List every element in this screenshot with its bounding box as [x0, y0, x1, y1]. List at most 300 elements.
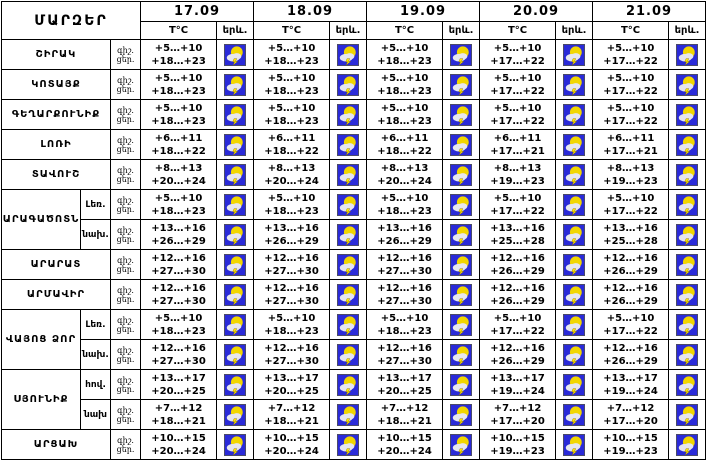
- sun-cloud-thunder-icon: [337, 224, 359, 246]
- temperature-cell: [254, 220, 330, 250]
- day-temp: +26…+29: [264, 235, 319, 247]
- day-temp: +18…+23: [264, 55, 319, 67]
- temperature-cell: [480, 400, 556, 430]
- weather-icon-cell: [443, 190, 480, 220]
- day-temp: +27…+30: [377, 355, 432, 367]
- night-temp: +13…+16: [603, 222, 658, 234]
- night-temp: +13…+16: [490, 222, 545, 234]
- table-row: [2, 130, 706, 160]
- day-temp: +17…+20: [490, 415, 545, 427]
- weather-icon-cell: [443, 160, 480, 190]
- sun-cloud-thunder-icon: [450, 284, 472, 306]
- sun-cloud-thunder-icon: [337, 164, 359, 186]
- day-temp: +17…+22: [603, 55, 658, 67]
- weather-icon-cell: [669, 310, 706, 340]
- sun-cloud-thunder-icon: [337, 44, 359, 66]
- temperature-cell: [480, 40, 556, 70]
- temperature-cell: [480, 130, 556, 160]
- weather-icon-cell: [217, 40, 254, 70]
- day-temp: +20…+24: [377, 445, 432, 457]
- weather-icon-cell: [669, 340, 706, 370]
- day-temp: +19…+24: [490, 385, 545, 397]
- table-row: [2, 70, 706, 100]
- night-label: գիշ.: [117, 315, 134, 325]
- temp-col-header: T°C: [141, 22, 217, 40]
- night-temp: +8…+13: [154, 162, 203, 174]
- temperature-cell: [593, 70, 669, 100]
- night-temp: +12…+16: [377, 342, 432, 354]
- time-of-day-label: [111, 250, 141, 280]
- sun-cloud-thunder-icon: [337, 194, 359, 216]
- night-label: գիշ.: [117, 285, 134, 295]
- weather-icon-cell: [217, 220, 254, 250]
- day-temp: +20…+25: [264, 385, 319, 397]
- weather-icon-cell: [443, 100, 480, 130]
- temperature-cell: [593, 130, 669, 160]
- weather-icon-cell: [556, 100, 593, 130]
- weather-icon-cell: [669, 40, 706, 70]
- night-temp: +13…+17: [377, 372, 432, 384]
- sun-cloud-thunder-icon: [450, 374, 472, 396]
- night-temp: +5…+10: [493, 192, 542, 204]
- weather-icon-cell: [217, 160, 254, 190]
- region-name: ԿՈՏԱՅՔ: [2, 70, 111, 100]
- sun-cloud-thunder-icon: [676, 164, 698, 186]
- weather-icon-cell: [330, 190, 367, 220]
- day-temp: +18…+23: [264, 85, 319, 97]
- sun-cloud-thunder-icon: [563, 434, 585, 456]
- sun-cloud-thunder-icon: [563, 134, 585, 156]
- sun-cloud-thunder-icon: [676, 344, 698, 366]
- sun-cloud-thunder-icon: [224, 404, 246, 426]
- day-temp: +18…+23: [377, 85, 432, 97]
- sun-cloud-thunder-icon: [676, 314, 698, 336]
- night-label: գիշ.: [117, 375, 134, 385]
- table-row: [2, 100, 706, 130]
- night-temp: +12…+16: [603, 252, 658, 264]
- night-temp: +7…+12: [154, 402, 203, 414]
- night-temp: +5…+10: [606, 42, 655, 54]
- day-label: ցեր.: [116, 444, 135, 454]
- weather-icon-cell: [330, 160, 367, 190]
- temperature-cell: [141, 40, 217, 70]
- region-name: ՇԻՐԱԿ: [2, 40, 111, 70]
- sun-cloud-thunder-icon: [450, 164, 472, 186]
- region-name: ԼՈՌԻ: [2, 130, 111, 160]
- day-temp: +17…+22: [490, 85, 545, 97]
- night-temp: +5…+10: [267, 42, 316, 54]
- night-label: գիշ.: [117, 345, 134, 355]
- night-temp: +13…+16: [264, 222, 319, 234]
- date-header: 20.09: [480, 2, 593, 22]
- temperature-cell: [141, 160, 217, 190]
- night-temp: +10…+15: [264, 432, 319, 444]
- night-label: գիշ.: [117, 255, 134, 265]
- subregion-label: հով.: [81, 370, 111, 400]
- day-temp: +17…+22: [603, 85, 658, 97]
- sun-cloud-thunder-icon: [676, 74, 698, 96]
- weather-icon-cell: [443, 340, 480, 370]
- weather-icon-cell: [330, 250, 367, 280]
- night-temp: +8…+13: [606, 162, 655, 174]
- temp-col-header: T°C: [593, 22, 669, 40]
- cond-col-header: երև.: [443, 22, 480, 40]
- weather-icon-cell: [669, 220, 706, 250]
- subregion-label: նախ.: [81, 220, 111, 250]
- night-label: գիշ.: [117, 75, 134, 85]
- day-temp: +20…+25: [151, 385, 206, 397]
- sun-cloud-thunder-icon: [224, 224, 246, 246]
- sun-cloud-thunder-icon: [563, 224, 585, 246]
- night-temp: +13…+16: [377, 222, 432, 234]
- region-name: ԱՐԱՐԱՏ: [2, 250, 111, 280]
- weather-icon-cell: [556, 130, 593, 160]
- weather-icon-cell: [330, 40, 367, 70]
- weather-icon-cell: [443, 40, 480, 70]
- day-temp: +17…+22: [490, 55, 545, 67]
- sun-cloud-thunder-icon: [676, 224, 698, 246]
- temperature-cell: [367, 430, 443, 460]
- night-temp: +7…+12: [493, 402, 542, 414]
- weather-icon-cell: [217, 430, 254, 460]
- weather-icon-cell: [669, 430, 706, 460]
- day-temp: +18…+21: [377, 415, 432, 427]
- night-temp: +12…+16: [377, 282, 432, 294]
- day-temp: +19…+23: [603, 175, 658, 187]
- day-temp: +27…+30: [377, 265, 432, 277]
- night-temp: +5…+10: [154, 102, 203, 114]
- weather-icon-cell: [330, 340, 367, 370]
- night-temp: +5…+10: [380, 102, 429, 114]
- temperature-cell: [480, 430, 556, 460]
- sun-cloud-thunder-icon: [224, 374, 246, 396]
- temperature-cell: [141, 100, 217, 130]
- sun-cloud-thunder-icon: [676, 404, 698, 426]
- subregion-label: Լեռ.: [81, 190, 111, 220]
- sun-cloud-thunder-icon: [450, 224, 472, 246]
- night-temp: +5…+10: [267, 102, 316, 114]
- time-of-day-label: [111, 40, 141, 70]
- day-temp: +18…+23: [151, 85, 206, 97]
- night-temp: +5…+10: [493, 42, 542, 54]
- day-temp: +18…+23: [264, 115, 319, 127]
- day-temp: +27…+30: [151, 265, 206, 277]
- night-temp: +10…+15: [490, 432, 545, 444]
- temperature-cell: [367, 340, 443, 370]
- day-temp: +26…+29: [603, 265, 658, 277]
- sun-cloud-thunder-icon: [676, 254, 698, 276]
- night-temp: +5…+10: [154, 192, 203, 204]
- temperature-cell: [141, 190, 217, 220]
- night-temp: +13…+17: [264, 372, 319, 384]
- day-temp: +18…+22: [377, 145, 432, 157]
- night-temp: +6…+11: [154, 132, 203, 144]
- sun-cloud-thunder-icon: [224, 314, 246, 336]
- night-temp: +12…+16: [603, 342, 658, 354]
- day-temp: +26…+29: [603, 355, 658, 367]
- table-row: [2, 190, 706, 220]
- weather-icon-cell: [556, 190, 593, 220]
- day-temp: +19…+23: [603, 445, 658, 457]
- night-temp: +10…+15: [603, 432, 658, 444]
- day-label: ցեր.: [116, 384, 135, 394]
- day-label: ցեր.: [116, 294, 135, 304]
- night-temp: +5…+10: [154, 312, 203, 324]
- temperature-cell: [480, 70, 556, 100]
- night-temp: +12…+16: [264, 342, 319, 354]
- weather-icon-cell: [443, 370, 480, 400]
- temperature-cell: [593, 310, 669, 340]
- sun-cloud-thunder-icon: [563, 314, 585, 336]
- sun-cloud-thunder-icon: [676, 44, 698, 66]
- date-header: 18.09: [254, 2, 367, 22]
- temperature-cell: [141, 340, 217, 370]
- night-temp: +13…+17: [151, 372, 206, 384]
- day-temp: +20…+24: [264, 175, 319, 187]
- temperature-cell: [141, 250, 217, 280]
- day-temp: +26…+29: [490, 265, 545, 277]
- day-temp: +26…+29: [377, 235, 432, 247]
- weather-icon-cell: [669, 70, 706, 100]
- time-of-day-label: [111, 160, 141, 190]
- time-of-day-label: [111, 220, 141, 250]
- sun-cloud-thunder-icon: [337, 104, 359, 126]
- temperature-cell: [593, 340, 669, 370]
- sun-cloud-thunder-icon: [337, 284, 359, 306]
- night-label: գիշ.: [117, 225, 134, 235]
- temperature-cell: [367, 370, 443, 400]
- night-temp: +5…+10: [267, 192, 316, 204]
- temperature-cell: [367, 220, 443, 250]
- temperature-cell: [141, 130, 217, 160]
- sun-cloud-thunder-icon: [224, 164, 246, 186]
- temperature-cell: [254, 130, 330, 160]
- day-temp: +17…+21: [490, 145, 545, 157]
- day-temp: +18…+23: [151, 325, 206, 337]
- day-temp: +18…+23: [377, 55, 432, 67]
- day-label: ցեր.: [116, 174, 135, 184]
- day-temp: +25…+28: [490, 235, 545, 247]
- temp-col-header: T°C: [367, 22, 443, 40]
- weather-icon-cell: [556, 400, 593, 430]
- temperature-cell: [141, 370, 217, 400]
- weather-icon-cell: [556, 40, 593, 70]
- weather-icon-cell: [669, 160, 706, 190]
- time-of-day-label: [111, 190, 141, 220]
- night-temp: +5…+10: [493, 72, 542, 84]
- weather-icon-cell: [330, 130, 367, 160]
- weather-icon-cell: [669, 400, 706, 430]
- night-label: գիշ.: [117, 165, 134, 175]
- day-temp: +20…+24: [151, 175, 206, 187]
- day-temp: +27…+30: [264, 265, 319, 277]
- night-temp: +8…+13: [267, 162, 316, 174]
- header-dates-row: [2, 2, 706, 22]
- weather-icon-cell: [443, 280, 480, 310]
- temperature-cell: [367, 400, 443, 430]
- day-temp: +18…+23: [151, 55, 206, 67]
- weather-icon-cell: [556, 370, 593, 400]
- day-label: ցեր.: [116, 84, 135, 94]
- temperature-cell: [367, 250, 443, 280]
- day-temp: +26…+29: [490, 355, 545, 367]
- sun-cloud-thunder-icon: [676, 434, 698, 456]
- sun-cloud-thunder-icon: [450, 134, 472, 156]
- night-temp: +5…+10: [154, 42, 203, 54]
- weather-icon-cell: [330, 100, 367, 130]
- weather-icon-cell: [330, 310, 367, 340]
- table-row: [2, 340, 706, 370]
- weather-icon-cell: [217, 100, 254, 130]
- weather-icon-cell: [443, 310, 480, 340]
- weather-icon-cell: [443, 130, 480, 160]
- day-temp: +26…+29: [490, 295, 545, 307]
- sun-cloud-thunder-icon: [563, 404, 585, 426]
- night-label: գիշ.: [117, 405, 134, 415]
- day-temp: +18…+21: [151, 415, 206, 427]
- sun-cloud-thunder-icon: [676, 104, 698, 126]
- table-row: [2, 370, 706, 400]
- night-label: գիշ.: [117, 45, 134, 55]
- temperature-cell: [367, 100, 443, 130]
- temperature-cell: [593, 370, 669, 400]
- region-name: ՏԱՎՈՒՇ: [2, 160, 111, 190]
- sun-cloud-thunder-icon: [563, 374, 585, 396]
- sun-cloud-thunder-icon: [676, 284, 698, 306]
- weather-icon-cell: [443, 70, 480, 100]
- day-temp: +17…+22: [490, 115, 545, 127]
- sun-cloud-thunder-icon: [224, 194, 246, 216]
- night-label: գիշ.: [117, 105, 134, 115]
- region-name: ԳԵՂԱՐՔՈՒՆԻՔ: [2, 100, 111, 130]
- weather-icon-cell: [443, 430, 480, 460]
- day-temp: +20…+24: [377, 175, 432, 187]
- temperature-cell: [593, 250, 669, 280]
- sun-cloud-thunder-icon: [224, 344, 246, 366]
- sun-cloud-thunder-icon: [450, 344, 472, 366]
- weather-icon-cell: [556, 340, 593, 370]
- temperature-cell: [367, 70, 443, 100]
- night-temp: +5…+10: [606, 192, 655, 204]
- day-temp: +19…+23: [490, 445, 545, 457]
- sun-cloud-thunder-icon: [563, 344, 585, 366]
- sun-cloud-thunder-icon: [450, 104, 472, 126]
- header-corner: ՄԱՐԶԵՐ: [2, 2, 141, 40]
- weather-icon-cell: [217, 370, 254, 400]
- day-temp: +20…+24: [151, 445, 206, 457]
- weather-icon-cell: [443, 400, 480, 430]
- weather-icon-cell: [217, 340, 254, 370]
- time-of-day-label: [111, 400, 141, 430]
- day-temp: +18…+22: [264, 145, 319, 157]
- night-temp: +8…+13: [493, 162, 542, 174]
- temperature-cell: [367, 160, 443, 190]
- night-label: գիշ.: [117, 195, 134, 205]
- night-temp: +5…+10: [606, 102, 655, 114]
- sun-cloud-thunder-icon: [224, 434, 246, 456]
- temperature-cell: [254, 370, 330, 400]
- weather-icon-cell: [669, 100, 706, 130]
- sun-cloud-thunder-icon: [450, 254, 472, 276]
- weather-icon-cell: [217, 280, 254, 310]
- table-row: [2, 400, 706, 430]
- weather-icon-cell: [217, 70, 254, 100]
- weather-icon-cell: [330, 430, 367, 460]
- region-name: ՍՅՈՒՆԻՔ: [2, 370, 81, 430]
- night-label: գիշ.: [117, 135, 134, 145]
- temperature-cell: [480, 220, 556, 250]
- table-row: [2, 250, 706, 280]
- night-temp: +8…+13: [380, 162, 429, 174]
- sun-cloud-thunder-icon: [450, 194, 472, 216]
- temperature-cell: [254, 160, 330, 190]
- sun-cloud-thunder-icon: [337, 314, 359, 336]
- temperature-cell: [254, 280, 330, 310]
- table-row: [2, 430, 706, 460]
- night-temp: +5…+10: [493, 312, 542, 324]
- weather-icon-cell: [217, 130, 254, 160]
- temperature-cell: [593, 190, 669, 220]
- night-temp: +5…+10: [380, 42, 429, 54]
- subregion-label: նախ: [81, 400, 111, 430]
- night-temp: +5…+10: [493, 102, 542, 114]
- sun-cloud-thunder-icon: [224, 44, 246, 66]
- weather-icon-cell: [443, 250, 480, 280]
- night-temp: +5…+10: [154, 72, 203, 84]
- temperature-cell: [480, 340, 556, 370]
- day-temp: +18…+23: [151, 205, 206, 217]
- day-temp: +18…+23: [377, 115, 432, 127]
- date-header: 19.09: [367, 2, 480, 22]
- weather-icon-cell: [330, 280, 367, 310]
- night-temp: +6…+11: [380, 132, 429, 144]
- time-of-day-label: [111, 280, 141, 310]
- weather-icon-cell: [669, 190, 706, 220]
- temp-col-header: T°C: [480, 22, 556, 40]
- sun-cloud-thunder-icon: [563, 74, 585, 96]
- day-temp: +27…+30: [377, 295, 432, 307]
- weather-icon-cell: [669, 280, 706, 310]
- subregion-label: նախ.: [81, 340, 111, 370]
- night-temp: +5…+10: [267, 72, 316, 84]
- weather-icon-cell: [556, 70, 593, 100]
- day-temp: +17…+21: [603, 145, 658, 157]
- day-temp: +19…+23: [490, 175, 545, 187]
- temperature-cell: [480, 370, 556, 400]
- day-temp: +18…+23: [377, 205, 432, 217]
- night-temp: +6…+11: [606, 132, 655, 144]
- sun-cloud-thunder-icon: [563, 254, 585, 276]
- temperature-cell: [367, 310, 443, 340]
- day-temp: +20…+25: [377, 385, 432, 397]
- region-name: ԱՐՑԱԽ: [2, 430, 111, 460]
- table-row: [2, 310, 706, 340]
- day-temp: +17…+22: [603, 205, 658, 217]
- day-label: ցեր.: [116, 324, 135, 334]
- sun-cloud-thunder-icon: [337, 434, 359, 456]
- day-label: ցեր.: [116, 144, 135, 154]
- night-temp: +12…+16: [490, 282, 545, 294]
- weather-icon-cell: [556, 430, 593, 460]
- temperature-cell: [367, 40, 443, 70]
- weather-icon-cell: [556, 280, 593, 310]
- temperature-cell: [593, 430, 669, 460]
- time-of-day-label: [111, 310, 141, 340]
- temperature-cell: [367, 190, 443, 220]
- temperature-cell: [141, 430, 217, 460]
- weather-icon-cell: [443, 220, 480, 250]
- temperature-cell: [254, 430, 330, 460]
